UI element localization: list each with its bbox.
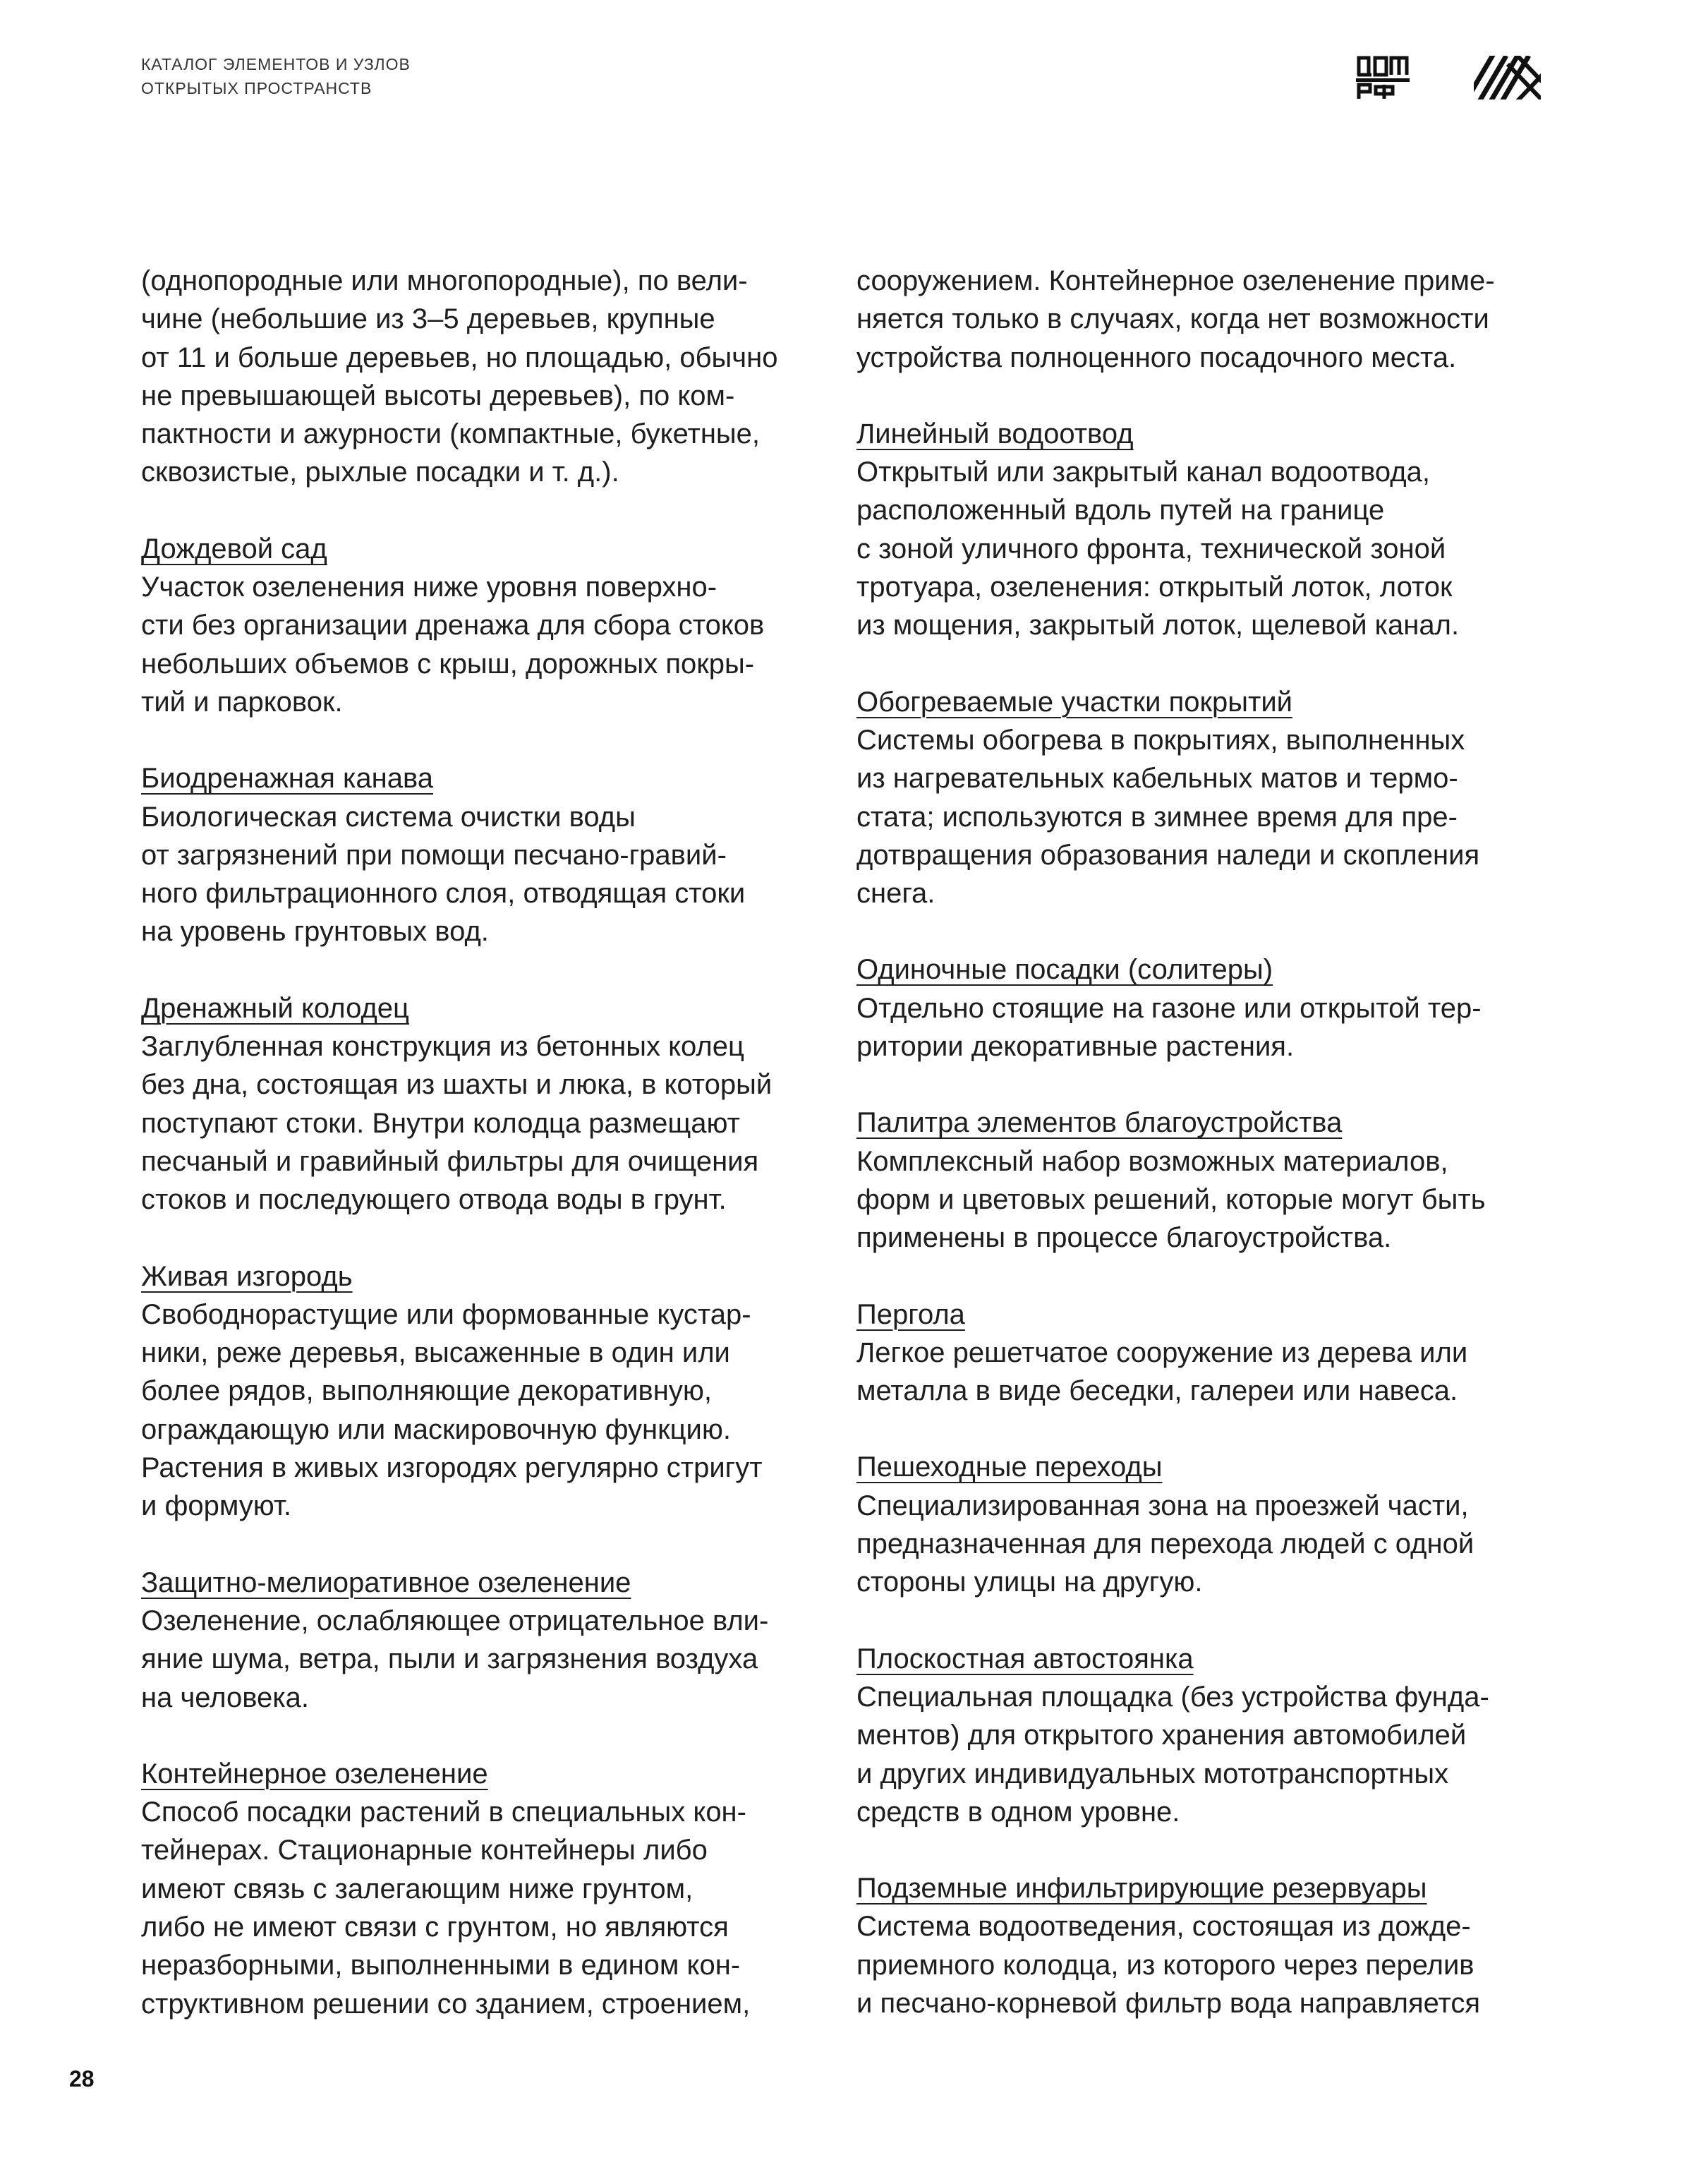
definition-protective-greening: Озеленение, ослабляющее отрицательное вли- яние шума, ветра, пыли и загрязнения воздуха на человека. xyxy=(141,1605,769,1713)
glossary-entry-landscaping-palette xyxy=(856,1104,1562,1257)
term-landscaping-palette: Палитра элементов благоустройства xyxy=(856,1107,1343,1139)
definition-pergola: Легкое решетчатое сооружение из дерева или металла в виде беседки, галереи или навеса. xyxy=(856,1336,1468,1407)
definition-surface-parking: Специальная площадка (без устройства фунда- ментов) для открытого хранения автомобилей и других индивидуальных мототранспортных средств в одном уровне. xyxy=(856,1681,1489,1828)
dom-rf-logo-icon xyxy=(1356,54,1410,100)
page-number: 28 xyxy=(69,2066,95,2091)
term-rain-garden: Дождевой сад xyxy=(141,533,327,565)
term-hedge: Живая изгородь xyxy=(141,1260,353,1292)
glossary-entry-surface-parking xyxy=(856,1640,1562,1831)
definition-linear-drainage: Открытый или закрытый канал водоотвода, расположенный вдоль путей на границе с зоной уличного фронта, технической зоной тротуара, озеленения: открытый лоток, лоток из мощения, закрытый лоток, щелевой канал. xyxy=(856,457,1460,641)
glossary-entry-bio-drainage-ditch xyxy=(141,759,847,950)
definition-solitary-plantings: Отдельно стоящие на газоне или открытой тер- ритории декоративные растения. xyxy=(856,992,1482,1063)
glossary-entry-solitary-plantings xyxy=(856,950,1562,1066)
left-intro-paragraph: (однопородные или многопородные), по вели- чине (небольшие из 3–5 деревьев, крупные от 11 и больше деревьев, но площадью, обычно не превышающей высоты деревьев), по ком- пактности и ажурности (компактные, букетные, сквозистые, рыхлые посадки и т. д.). xyxy=(141,265,778,488)
glossary-entry-linear-drainage xyxy=(856,415,1562,645)
term-infiltration-reservoirs: Подземные инфильтрирующие резервуары xyxy=(856,1873,1427,1905)
catalog-title xyxy=(141,52,411,100)
glossary-entry-rain-garden xyxy=(141,530,847,721)
definition-landscaping-palette: Комплексный набор возможных материалов, форм и цветовых решений, которые могут быть применены в процессе благоустройства. xyxy=(856,1145,1486,1254)
right-column xyxy=(856,262,1562,2060)
term-container-greening: Контейнерное озеленение xyxy=(141,1758,488,1789)
term-pergola: Пергола xyxy=(856,1298,965,1330)
definition-hedge: Свободнорастущие или формованные кустар- ники, реже деревья, высаженные в один или более рядов, выполняющие декоративную, ограждающую или маскировочную функцию. Растения в живых изгородях регулярно стригут и формуют. xyxy=(141,1298,763,1522)
definition-bio-drainage-ditch: Биологическая система очистки воды от загрязнений при помощи песчано-гравий- ного фильтрационного слоя, отводящая стоки на уровень грунтовых вод. xyxy=(141,801,746,948)
glossary-entry-heated-surfaces xyxy=(856,683,1562,913)
definition-heated-surfaces: Системы обогрева в покрытиях, выполненных из нагревательных кабельных матов и термо- стата; используются в зимнее время для пре- дотвращения образования наледи и скопления снега. xyxy=(856,724,1480,910)
definition-infiltration-reservoirs: Система водоотведения, состоящая из дожде- приемного колодца, из которого через перелив и песчано-корневой фильтр вода направляется xyxy=(856,1911,1481,2019)
definition-drainage-well: Заглубленная конструкция из бетонных колец без дна, состоящая из шахты и люка, в который поступают стоки. Внутри колодца размещают песчаный и гравийный фильтры для очищения стоков и последующего отвода воды в грунт. xyxy=(141,1031,773,1216)
term-solitary-plantings: Одиночные посадки (солитеры) xyxy=(856,954,1273,986)
term-heated-surfaces: Обогреваемые участки покрытий xyxy=(856,686,1293,718)
catalog-title-line-1: КАТАЛОГ ЭЛЕМЕНТОВ И УЗЛОВ xyxy=(141,55,411,73)
glossary-entry-protective-greening xyxy=(141,1564,847,1717)
term-pedestrian-crossings: Пешеходные переходы xyxy=(856,1451,1163,1483)
right-intro-paragraph: сооружением. Контейнерное озеленение приме- няется только в случаях, когда нет возможности устройства полноценного посадочного места. xyxy=(856,265,1495,373)
definition-container-greening: Способ посадки растений в специальных кон- тейнерах. Стационарные контейнеры либо имеют связь с залегающим ниже грунтом, либо не имеют связи с грунтом, но являются неразборными, выполненными в едином кон- структивном решении со зданием, строением, xyxy=(141,1797,751,2020)
left-column xyxy=(141,262,847,2061)
diagonal-pattern-logo-icon xyxy=(1474,56,1541,99)
glossary-entry-container-greening xyxy=(141,1755,847,2023)
term-bio-drainage-ditch: Биодренажная канава xyxy=(141,763,434,795)
definition-rain-garden: Участок озеленения ниже уровня поверхно- сти без организации дренажа для сбора стоков небольших объемов с крыш, дорожных покры- тий и парковок. xyxy=(141,572,765,718)
glossary-entry-pedestrian-crossings xyxy=(856,1448,1562,1601)
catalog-title-line-2: ОТКРЫТЫХ ПРОСТРАНСТВ xyxy=(141,79,373,97)
glossary-entry-hedge xyxy=(141,1257,847,1526)
term-drainage-well: Дренажный колодец xyxy=(141,992,409,1024)
glossary-entry-infiltration-reservoirs xyxy=(856,1869,1562,2022)
glossary-entry-pergola xyxy=(856,1296,1562,1411)
term-linear-drainage: Линейный водоотвод xyxy=(856,418,1134,449)
definition-pedestrian-crossings: Специализированная зона на проезжей части, предназначенная для перехода людей с одной стороны улицы на другую. xyxy=(856,1490,1474,1598)
term-protective-greening: Защитно-мелиоративное озеленение xyxy=(141,1567,631,1598)
glossary-entry-drainage-well xyxy=(141,989,847,1219)
term-surface-parking: Плоскостная автостоянка xyxy=(856,1643,1194,1674)
